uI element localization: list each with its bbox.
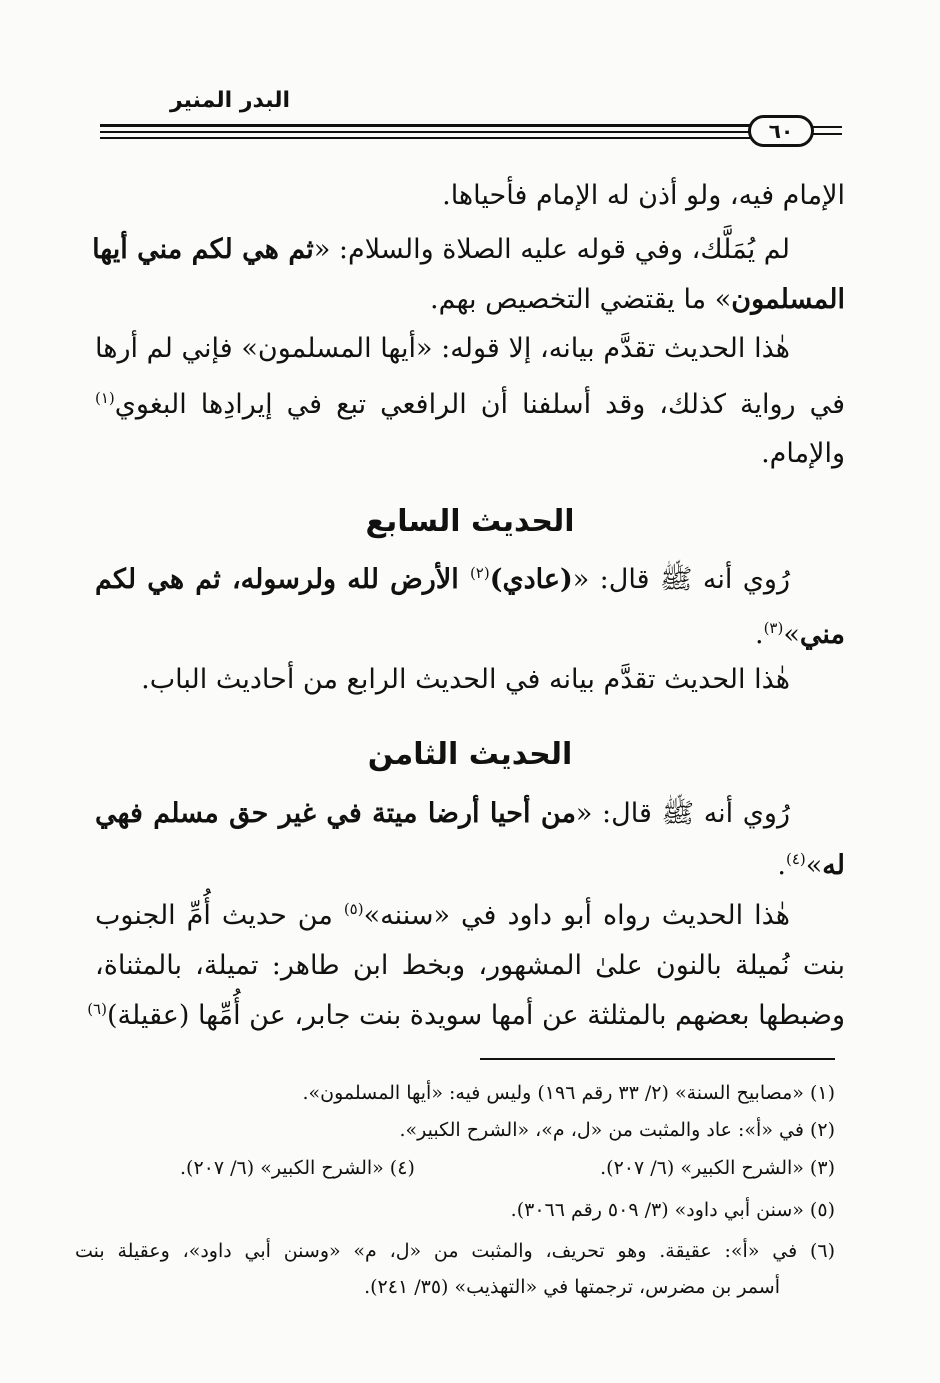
footnote: (١) «مصابيح السنة» (٢/ ٣٣ رقم ١٩٦) وليس فيه: «أيها المسلمون». [302,1082,835,1104]
header-rule [100,131,750,133]
footnote: (٤) «الشرح الكبير» (٦/ ٢٠٧). [180,1157,415,1179]
body-line [95,615,845,655]
text: » [783,619,800,650]
running-header-title: البدر المنير [169,88,290,113]
body-line [95,329,845,369]
hadith-quote: من أحيا أرضا ميتة في غير حق مسلم فهي [95,798,576,829]
footnote: (٦) في «أ»: عقيقة. وهو تحريف، والمثبت من «ل، م» «وسنن أبي داود»، وعقيلة بنت [75,1240,835,1262]
text: من حديث أُمِّ الجنوب [95,900,344,931]
body-line [95,280,845,320]
footnote-ref: (٥) [343,900,364,918]
text: الإمام فيه، ولو أذن له الإمام فأحياها. [442,180,845,211]
text: بنت نُميلة بالنون علىٰ المشهور، وبخط ابن طاهر: تميلة، بالمثناة، [95,950,845,981]
footnote-separator [480,1058,835,1060]
text: هٰذا الحديث تقدَّم بيانه، إلا قوله: «أيها المسلمون» فإني لم أرها [95,333,790,364]
text: والإمام. [761,438,845,469]
header-rule [100,124,750,127]
text: » [805,850,823,881]
footnote-row [180,1153,835,1183]
body-line [92,230,845,270]
text: رُوي أنه ﷺ قال: « [575,798,790,829]
page-number: ٦٠ [748,115,814,147]
footnote-ref: (٢) [469,564,490,582]
body-line [95,794,845,834]
footnote: (٣) «الشرح الكبير» (٦/ ٢٠٧). [600,1157,835,1179]
text: رُوي أنه ﷺ قال: « [572,564,790,595]
text: » ما يقتضي التخصيص بهم. [430,284,732,315]
hadith-quote: (عادي) [489,564,573,595]
body-line [95,560,845,600]
footnote-ref: (٤) [785,850,806,868]
hadith-quote: له [822,850,845,881]
text: في رواية كذلك، وقد أسلفنا أن الرافعي تبع في إيرادِها البغوي [114,389,845,420]
header-rule [812,126,842,128]
footnote-ref: (٦) [87,1000,107,1018]
section-heading: الحديث السابع [365,504,575,539]
body-line [95,896,845,936]
footnote: (٢) في «أ»: عاد والمثبت من «ل، م»، «الشرح الكبير». [399,1119,835,1141]
body-line [95,660,845,700]
hadith-quote: المسلمون [731,284,845,315]
body-line [95,846,845,886]
footnote: (٥) «سنن أبي داود» (٣/ ٥٠٩ رقم ٣٠٦٦). [510,1199,835,1221]
text: هٰذا الحديث رواه أبو داود في «سننه» [363,900,790,931]
hadith-quote: الأرض لله ولرسوله، ثم هي لكم [95,564,470,595]
footnote-ref: (٣) [763,619,784,637]
text: هٰذا الحديث تقدَّم بيانه في الحديث الرابع من أحاديث الباب. [141,664,790,695]
body-line [87,996,845,1036]
hadith-quote: مني [799,619,845,650]
text: . [754,619,764,650]
footnote-ref: (١) [95,389,115,407]
text: . [777,850,786,881]
text: وضبطها بعضهم بالمثلثة عن أمها سويدة بنت جابر، عن أُمِّها (عقيلة) [106,1000,845,1031]
body-line [95,434,845,474]
section-heading: الحديث الثامن [367,737,573,772]
body-line [95,176,845,216]
hadith-quote: ثم هي لكم مني أيها [92,234,314,265]
text: لم يُمَلَّك، وفي قوله عليه الصلاة والسلام: « [313,234,790,265]
body-line [95,385,845,425]
footnote-continuation: أسمر بن مضرس، ترجمتها في «التهذيب» (٣٥/ ٢٤١). [364,1276,780,1298]
body-line [95,946,845,986]
header-rule [100,137,750,139]
header-rule [812,133,842,135]
